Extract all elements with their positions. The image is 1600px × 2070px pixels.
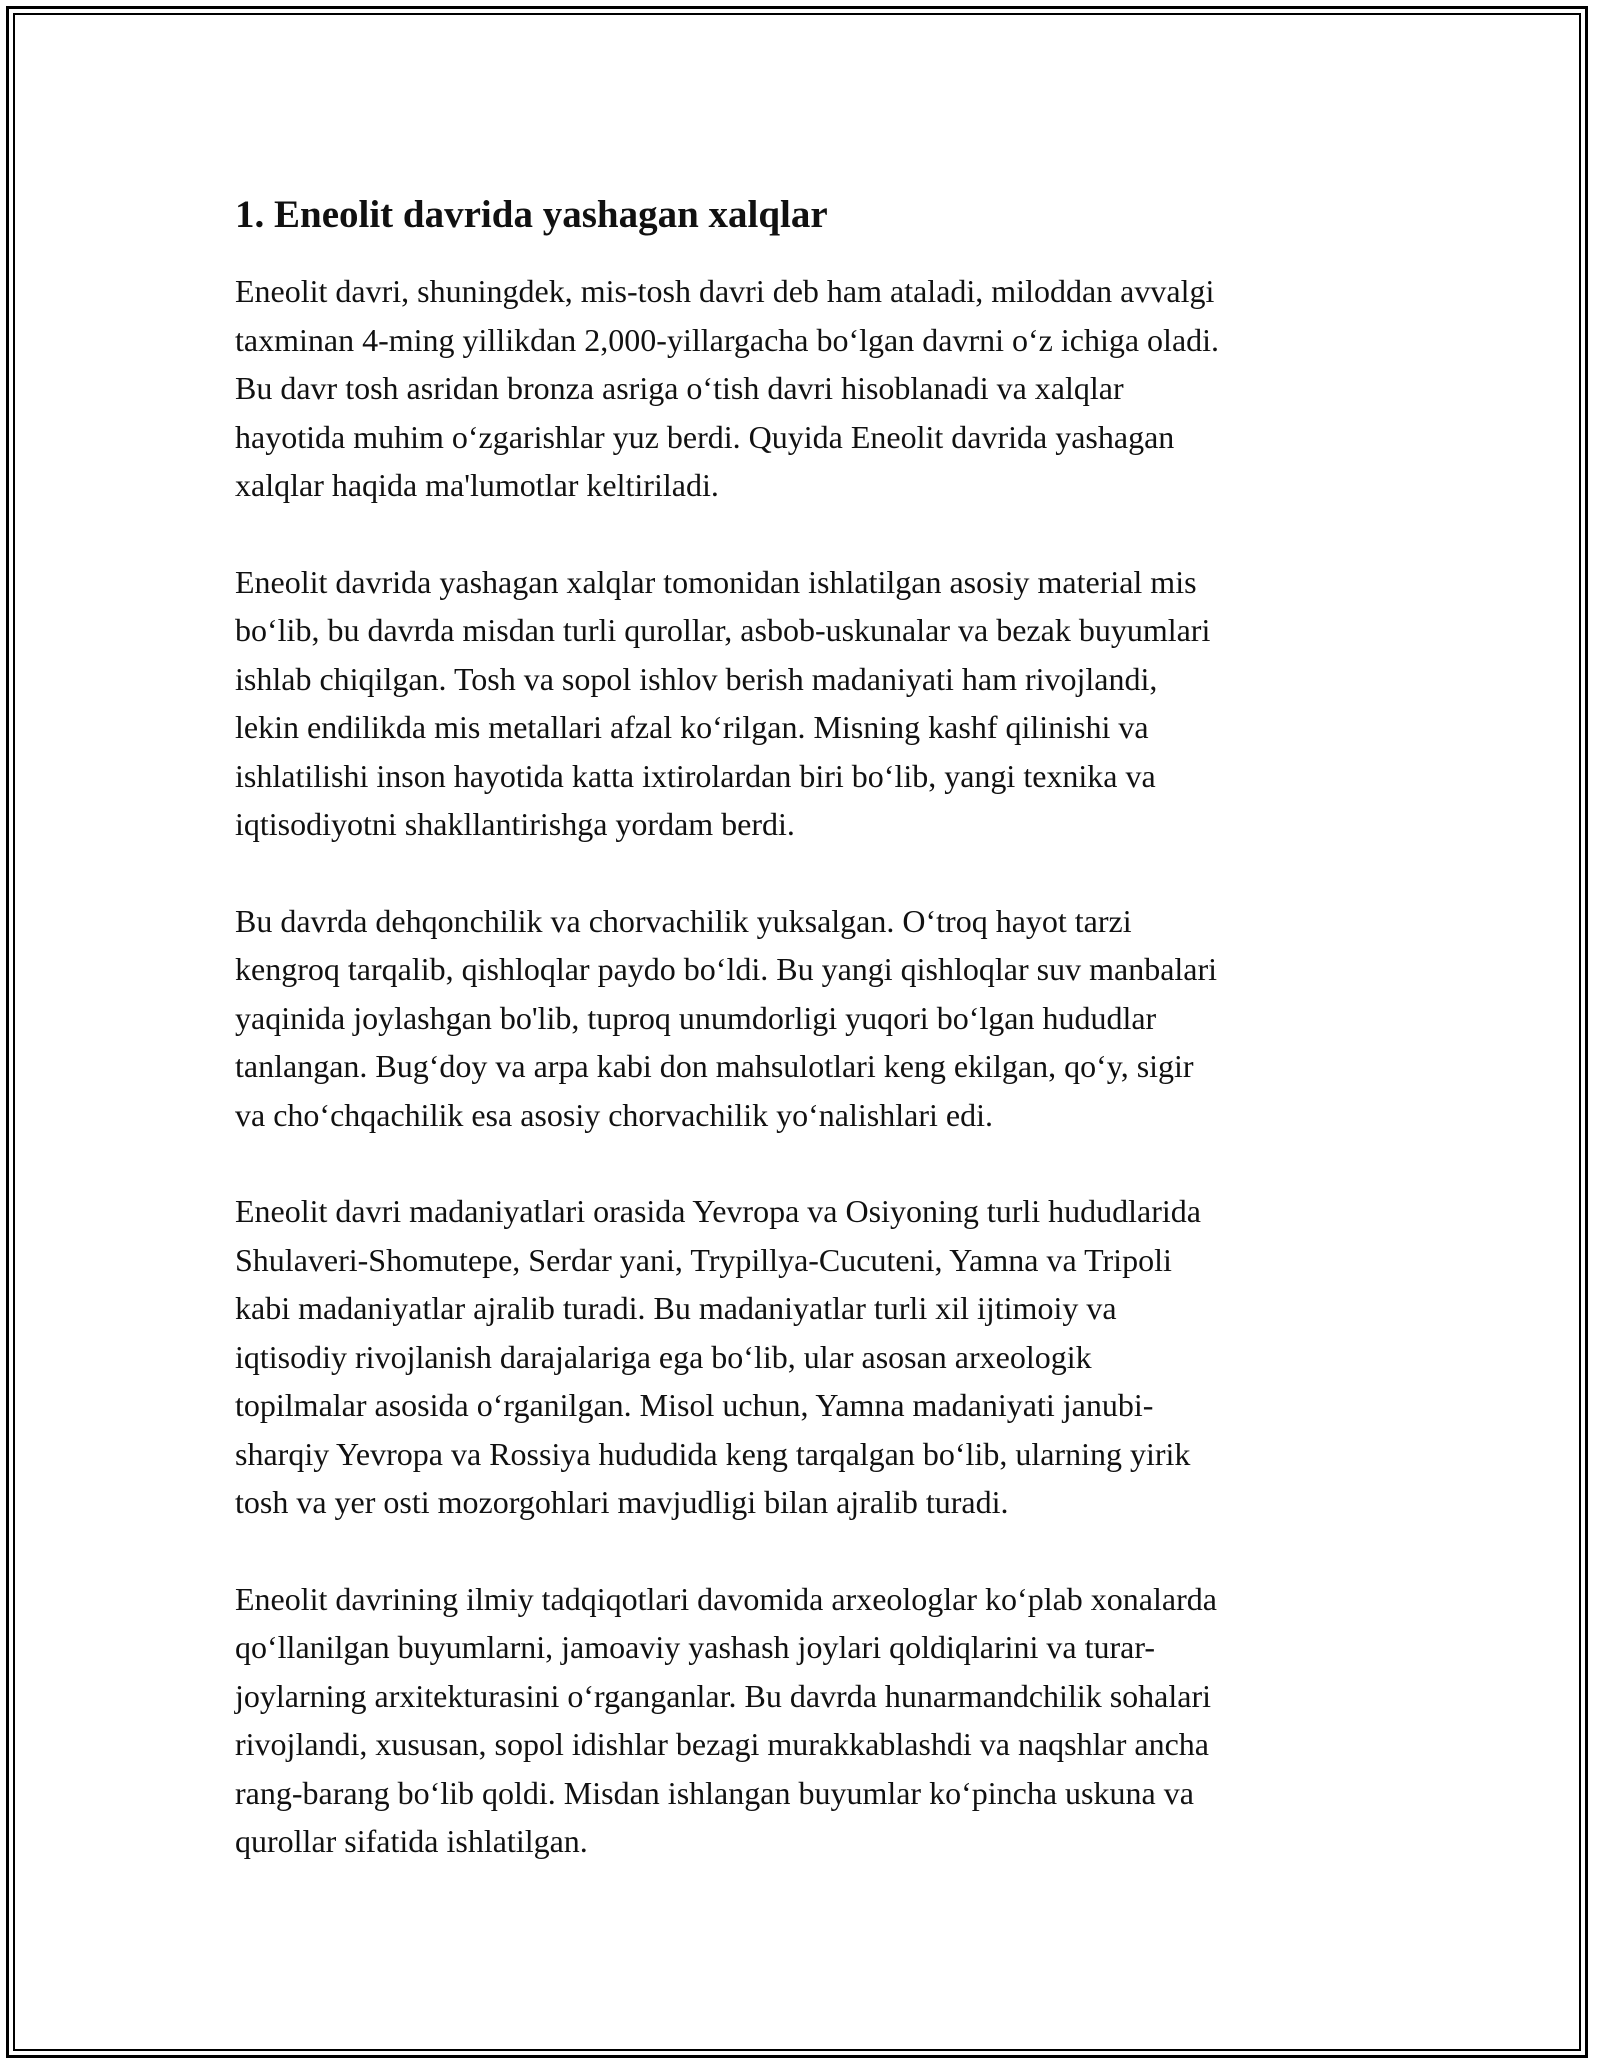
paragraph-line: Eneolit davri, shuningdek, mis-tosh davri deb ham ataladi, miloddan avvalgi — [235, 273, 1215, 309]
paragraph-line: Bu davr tosh asridan bronza asriga o‘tish davri hisoblanadi va xalqlar — [235, 370, 1124, 406]
paragraph-line: Eneolit davrining ilmiy tadqiqotlari davomida arxeologlar ko‘plab xonalarda — [235, 1580, 1217, 1617]
paragraph-4 — [235, 1187, 1395, 1527]
paragraph-line: Eneolit davri madaniyatlari orasida Yevropa va Osiyoning turli hududlarida — [235, 1193, 1201, 1229]
paragraph-line: joylarning arxitekturasini o‘rganganlar. Bu davrda hunarmandchilik sohalari — [235, 1677, 1212, 1714]
paragraph-line: rang-barang bo‘lib qoldi. Misdan ishlangan buyumlar ko‘pincha uskuna va — [235, 1774, 1194, 1811]
document-body — [235, 185, 1395, 1914]
paragraph-1 — [235, 267, 1395, 510]
paragraph-3 — [235, 897, 1395, 1140]
paragraph-line: ishlab chiqilgan. Tosh va sopol ishlov berish madaniyati ham rivojlandi, — [235, 660, 1158, 697]
paragraph-line: va cho‘chqachilik esa asosiy chorvachilik yo‘nalishlari edi. — [235, 1096, 993, 1133]
paragraph-line: tosh va yer osti mozorgohlari mavjudligi bilan ajralib turadi. — [235, 1484, 1009, 1520]
paragraph-line: qo‘llanilgan buyumlarni, jamoaviy yashash joylari qoldiqlarini va turar- — [235, 1629, 1156, 1665]
paragraph-line: lekin endilikda mis metallari afzal ko‘rilgan. Misning kashf qilinishi va — [235, 709, 1149, 745]
paragraph-line: bo‘lib, bu davrda misdan turli qurollar, asbob-uskunalar va bezak buyumlari — [235, 612, 1211, 648]
document-title: 1. Eneolit davrida yashagan xalqlar — [235, 193, 828, 236]
paragraph-line: yaqinida joylashgan bo'lib, tuproq unumdorligi yuqori bo‘lgan hududlar — [235, 999, 1157, 1036]
paragraph-5 — [235, 1575, 1395, 1866]
paragraph-line: kabi madaniyatlar ajralib turadi. Bu madaniyatlar turli xil ijtimoiy va — [235, 1290, 1117, 1326]
paragraph-2 — [235, 558, 1395, 849]
paragraph-line: tanlangan. Bug‘doy va arpa kabi don mahsulotlari keng ekilgan, qo‘y, sigir — [235, 1048, 1194, 1084]
paragraph-line: Bu davrda dehqonchilik va chorvachilik yuksalgan. O‘troq hayot tarzi — [235, 902, 1132, 939]
paragraph-line: ishlatilishi inson hayotida katta ixtirolardan biri bo‘lib, yangi texnika va — [235, 757, 1156, 794]
paragraph-line: rivojlandi, xususan, sopol idishlar bezagi murakkablashdi va naqshlar ancha — [235, 1726, 1209, 1762]
paragraph-line: topilmalar asosida o‘rganilgan. Misol uchun, Yamna madaniyati janubi- — [235, 1387, 1154, 1423]
paragraph-line: hayotida muhim o‘zgarishlar yuz berdi. Quyida Eneolit davrida yashagan — [235, 418, 1175, 455]
paragraph-line: Shulaveri-Shomutepe, Serdar yani, Trypillya-Cucuteni, Yamna va Tripoli — [235, 1241, 1172, 1278]
paragraph-line: kengroq tarqalib, qishloqlar paydo bo‘ldi. Bu yangi qishloqlar suv manbalari — [235, 951, 1218, 987]
paragraph-line: iqtisodiyotni shakllantirishga yordam berdi. — [235, 806, 795, 842]
paragraph-line: sharqiy Yevropa va Rossiya hududida keng tarqalgan bo‘lib, ularning yirik — [235, 1435, 1191, 1472]
paragraph-line: qurollar sifatida ishlatilgan. — [235, 1823, 588, 1859]
paragraph-line: taxminan 4-ming yillikdan 2,000-yillargacha bo‘lgan davrni o‘z ichiga oladi. — [235, 321, 1220, 358]
paragraph-line: Eneolit davrida yashagan xalqlar tomonidan ishlatilgan asosiy material mis — [235, 563, 1197, 600]
paragraph-line: xalqlar haqida ma'lumotlar keltiriladi. — [235, 467, 719, 503]
paragraph-line: iqtisodiy rivojlanish darajalariga ega bo‘lib, ular asosan arxeologik — [235, 1338, 1092, 1375]
